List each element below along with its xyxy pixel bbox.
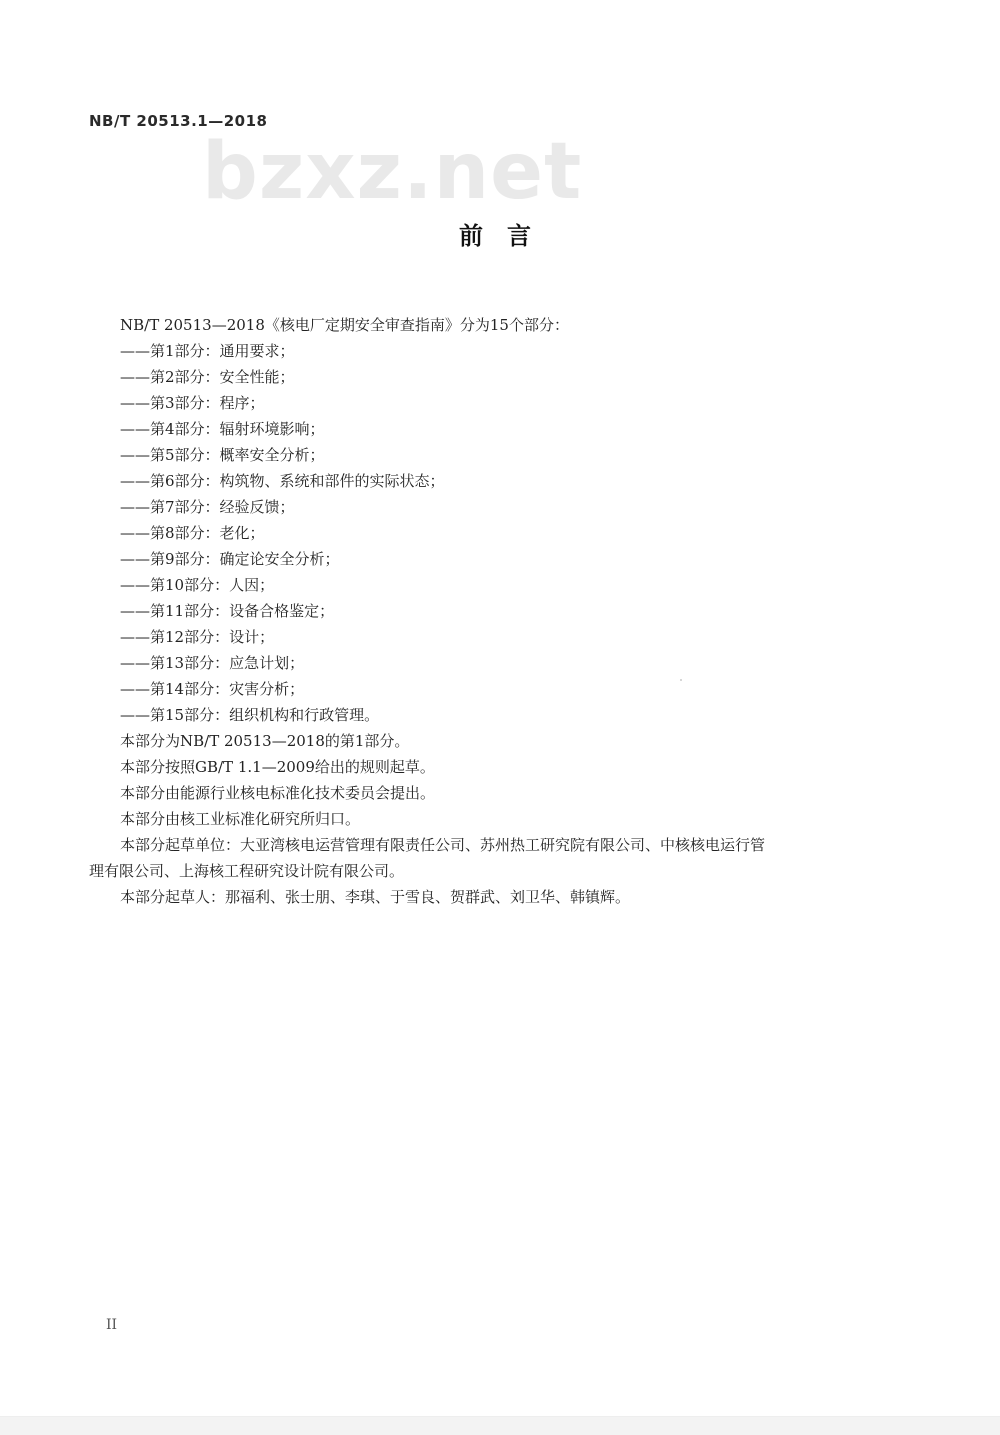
viewer-bottom-edge [0, 1416, 1000, 1435]
part-list-item-5: ——第5部分：概率安全分析； [120, 446, 325, 464]
part-list-item-1: ——第1部分：通用要求； [120, 342, 295, 360]
drafting-rules-statement: 本部分按照GB/T 1.1—2009给出的规则起草。 [120, 758, 435, 776]
drafting-units-line-1: 本部分起草单位：大亚湾核电运营管理有限责任公司、苏州热工研究院有限公司、中核核电运行管 [120, 836, 766, 854]
part-list-item-2: ——第2部分：安全性能； [120, 368, 295, 386]
intro-paragraph: NB/T 20513—2018《核电厂定期安全审查指南》分为15个部分： [120, 316, 569, 334]
page-number: II [106, 1317, 118, 1333]
part-list-item-3: ——第3部分：程序； [120, 394, 265, 412]
part-list-item-15: ——第15部分：组织机构和行政管理。 [120, 706, 380, 724]
page-title: 前言 [459, 222, 555, 250]
part-list-item-10: ——第10部分：人因； [120, 576, 275, 594]
part-list-item-13: ——第13部分：应急计划； [120, 654, 305, 672]
part-list-item-6: ——第6部分：构筑物、系统和部件的实际状态； [120, 472, 445, 490]
scan-speck [680, 679, 682, 681]
part-list-item-12: ——第12部分：设计； [120, 628, 275, 646]
drafters-statement: 本部分起草人：那福利、张士朋、李琪、于雪良、贺群武、刘卫华、韩镇辉。 [120, 888, 631, 906]
part-list-item-11: ——第11部分：设备合格鉴定； [120, 602, 335, 620]
jurisdiction-statement: 本部分由核工业标准化研究所归口。 [120, 810, 361, 828]
part-list-item-14: ——第14部分：灾害分析； [120, 680, 305, 698]
part-list-item-7: ——第7部分：经验反馈； [120, 498, 295, 516]
part-list-item-9: ——第9部分：确定论安全分析； [120, 550, 340, 568]
proposed-by-statement: 本部分由能源行业核电标准化技术委员会提出。 [120, 784, 436, 802]
drafting-units-line-2: 理有限公司、上海核工程研究设计院有限公司。 [89, 862, 405, 880]
site-watermark: bzxz.net [202, 127, 583, 217]
this-part-statement: 本部分为NB/T 20513—2018的第1部分。 [120, 732, 410, 750]
part-list-item-4: ——第4部分：辐射环境影响； [120, 420, 325, 438]
part-list-item-8: ——第8部分：老化； [120, 524, 265, 542]
standard-number-header: NB/T 20513.1—2018 [89, 112, 268, 130]
